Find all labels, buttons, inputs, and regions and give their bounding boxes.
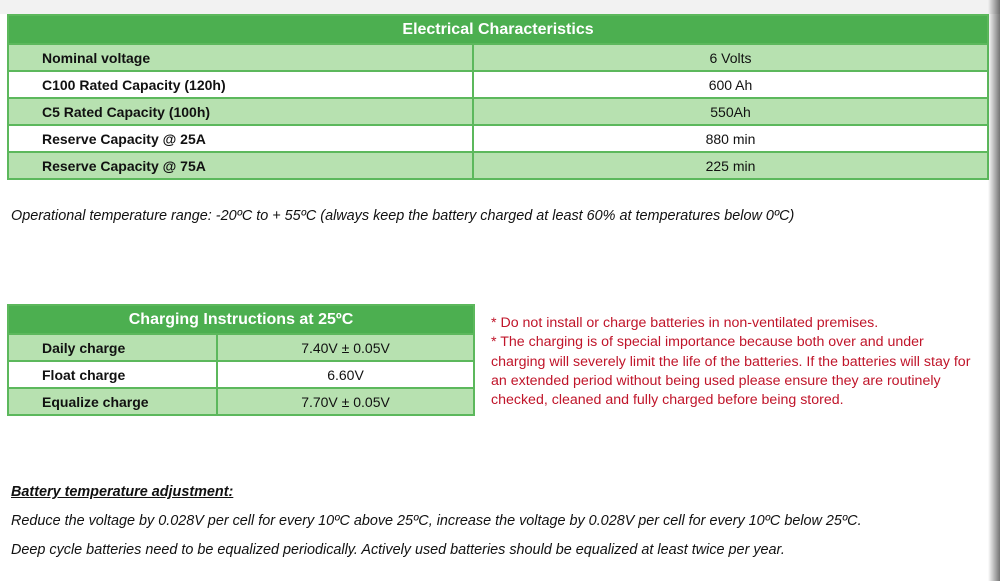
page-edge-shadow [988, 0, 1000, 581]
equalization-text: Deep cycle batteries need to be equalized periodically. Actively used batteries should be equalized at least twice per year. [11, 542, 785, 558]
row-label: C100 Rated Capacity (120h) [8, 71, 473, 98]
row-label: Float charge [8, 361, 217, 388]
row-label: Daily charge [8, 334, 217, 361]
charging-table-title: Charging Instructions at 25ºC [8, 305, 474, 334]
row-value: 880 min [473, 125, 988, 152]
row-value: 6.60V [217, 361, 474, 388]
table-row [8, 125, 988, 152]
table-row [8, 334, 474, 361]
row-value: 550Ah [473, 98, 988, 125]
top-edge [0, 0, 1000, 14]
table-row [8, 98, 988, 125]
row-label: Reserve Capacity @ 75A [8, 152, 473, 179]
temperature-adjustment-heading: Battery temperature adjustment: [11, 484, 234, 500]
table-row [8, 152, 988, 179]
row-label: Nominal voltage [8, 44, 473, 71]
row-label: Equalize charge [8, 388, 217, 415]
row-value: 7.70V ± 0.05V [217, 388, 474, 415]
warning-charging-importance: * The charging is of special importance because both over and under charging will severely limit the life of the batteries. If the batteries will stay for an extended period without being used please ensure they are routinely checked, cleaned and fully charged before being stored. [491, 334, 971, 409]
warning-ventilation: * Do not install or charge batteries in non-ventilated premises. [491, 315, 879, 331]
charging-warnings [491, 314, 981, 410]
operational-temperature-note: Operational temperature range: -20ºC to + 55ºC (always keep the battery charged at least 60% at temperatures below 0ºC) [11, 208, 795, 224]
table-row [8, 71, 988, 98]
table-row [8, 388, 474, 415]
table-row [8, 361, 474, 388]
row-label: Reserve Capacity @ 25A [8, 125, 473, 152]
row-label: C5 Rated Capacity (100h) [8, 98, 473, 125]
electrical-characteristics-table [7, 14, 989, 180]
charging-instructions-table [7, 304, 475, 416]
temperature-adjustment-text: Reduce the voltage by 0.028V per cell for every 10ºC above 25ºC, increase the voltage by 0.028V per cell for every 10ºC below 25ºC. [11, 513, 862, 529]
row-value: 600 Ah [473, 71, 988, 98]
row-value: 7.40V ± 0.05V [217, 334, 474, 361]
row-value: 6 Volts [473, 44, 988, 71]
row-value: 225 min [473, 152, 988, 179]
table-row [8, 44, 988, 71]
electrical-table-title: Electrical Characteristics [8, 15, 988, 44]
